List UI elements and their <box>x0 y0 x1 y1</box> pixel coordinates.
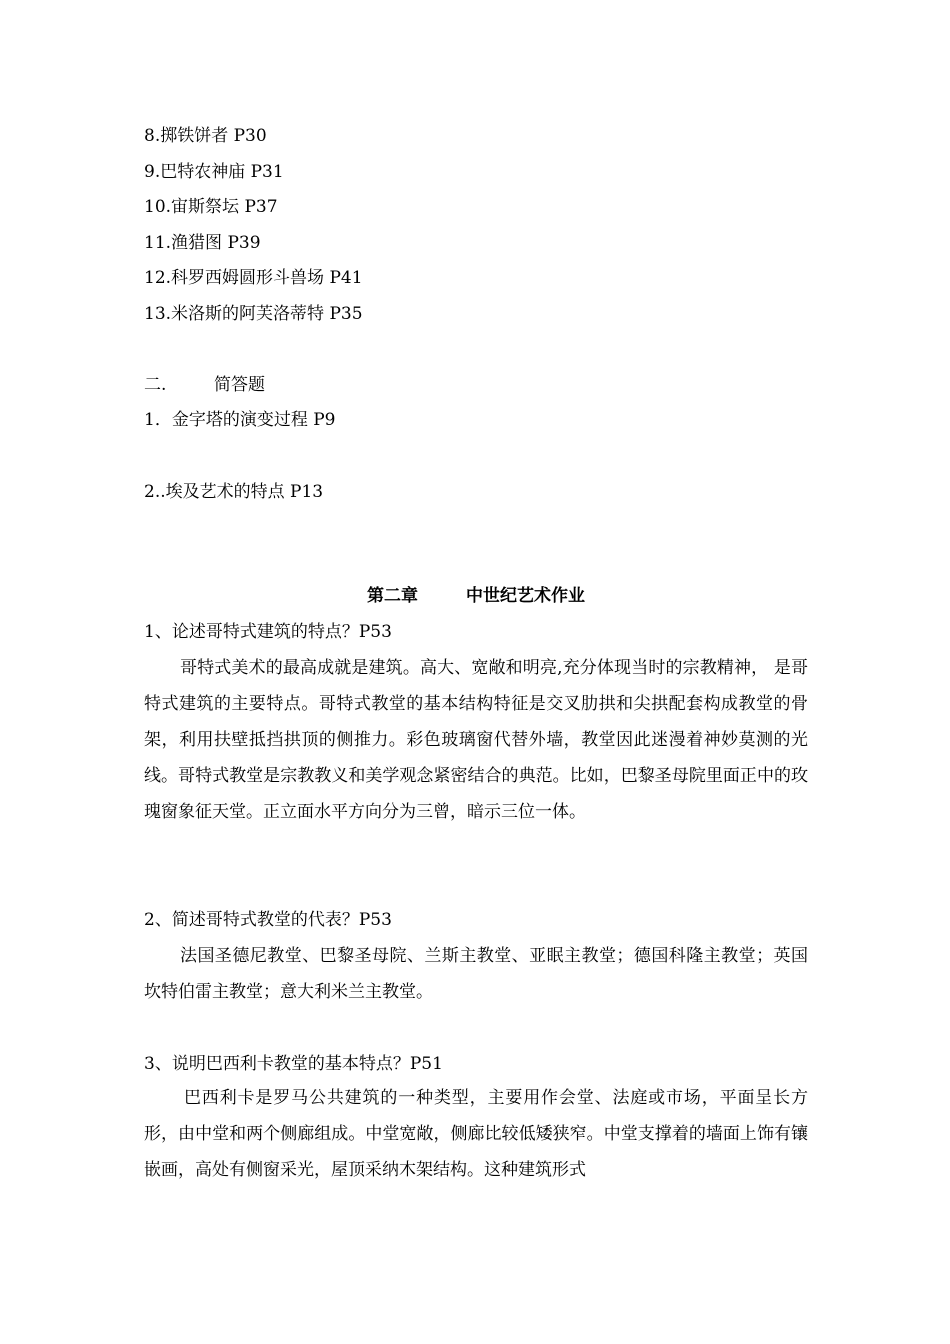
question-heading: 1、论述哥特式建筑的特点？P53 <box>144 622 392 642</box>
answer-paragraph: 巴西利卡是罗马公共建筑的一种类型，主要用作会堂、法庭或市场，平面呈长方形，由中堂和两个侧廊组成。中堂宽敞，侧廊比较低矮狭窄。中堂支撑着的墙面上饰有镶嵌画，高处有侧窗采光，屋顶采纳木架结构。这种建筑形式 <box>144 1088 808 1180</box>
short-answer-question: 1．金字塔的演变过程 P9 <box>144 410 336 430</box>
list-item: 11.渔猎图 P39 <box>144 233 261 253</box>
chapter-heading <box>144 584 808 608</box>
document-page <box>144 0 808 1344</box>
list-item: 8.掷铁饼者 P30 <box>144 126 267 146</box>
question-heading: 3、说明巴西利卡教堂的基本特点？P51 <box>144 1054 443 1074</box>
short-answer-question: 2..埃及艺术的特点 P13 <box>144 482 324 502</box>
answer-paragraph: 法国圣德尼教堂、巴黎圣母院、兰斯主教堂、亚眠主教堂；德国科隆主教堂；英国坎特伯雷主教堂；意大利米兰主教堂。 <box>144 946 808 1002</box>
list-item: 13.米洛斯的阿芙洛蒂特 P35 <box>144 304 363 324</box>
answer-paragraph: 哥特式美术的最高成就是建筑。高大、宽敞和明亮,充分体现当时的宗教精神， 是哥特式建筑的主要特点。哥特式教堂的基本结构特征是交叉肋拱和尖拱配套构成教堂的骨架，利用扶壁抵挡拱顶的侧推力。彩色玻璃窗代替外墙，教堂因此迷漫着神妙莫测的光线。哥特式教堂是宗教教义和美学观念紧密结合的典范。比如，巴黎圣母院里面正中的玫瑰窗象征天堂。正立面水平方向分为三曾，暗示三位一体。 <box>144 658 808 822</box>
list-item: 9.巴特农神庙 P31 <box>144 162 284 182</box>
section-title: 简答题 <box>214 375 265 395</box>
list-item: 12.科罗西姆圆形斗兽场 P41 <box>144 268 363 288</box>
list-item: 10.宙斯祭坛 P37 <box>144 197 278 217</box>
section-number: 二. <box>144 375 167 395</box>
chapter-label: 第二章 <box>367 586 418 606</box>
question-heading: 2、简述哥特式教堂的代表？P53 <box>144 910 392 930</box>
section-heading <box>144 373 265 397</box>
chapter-title: 中世纪艺术作业 <box>466 586 585 606</box>
